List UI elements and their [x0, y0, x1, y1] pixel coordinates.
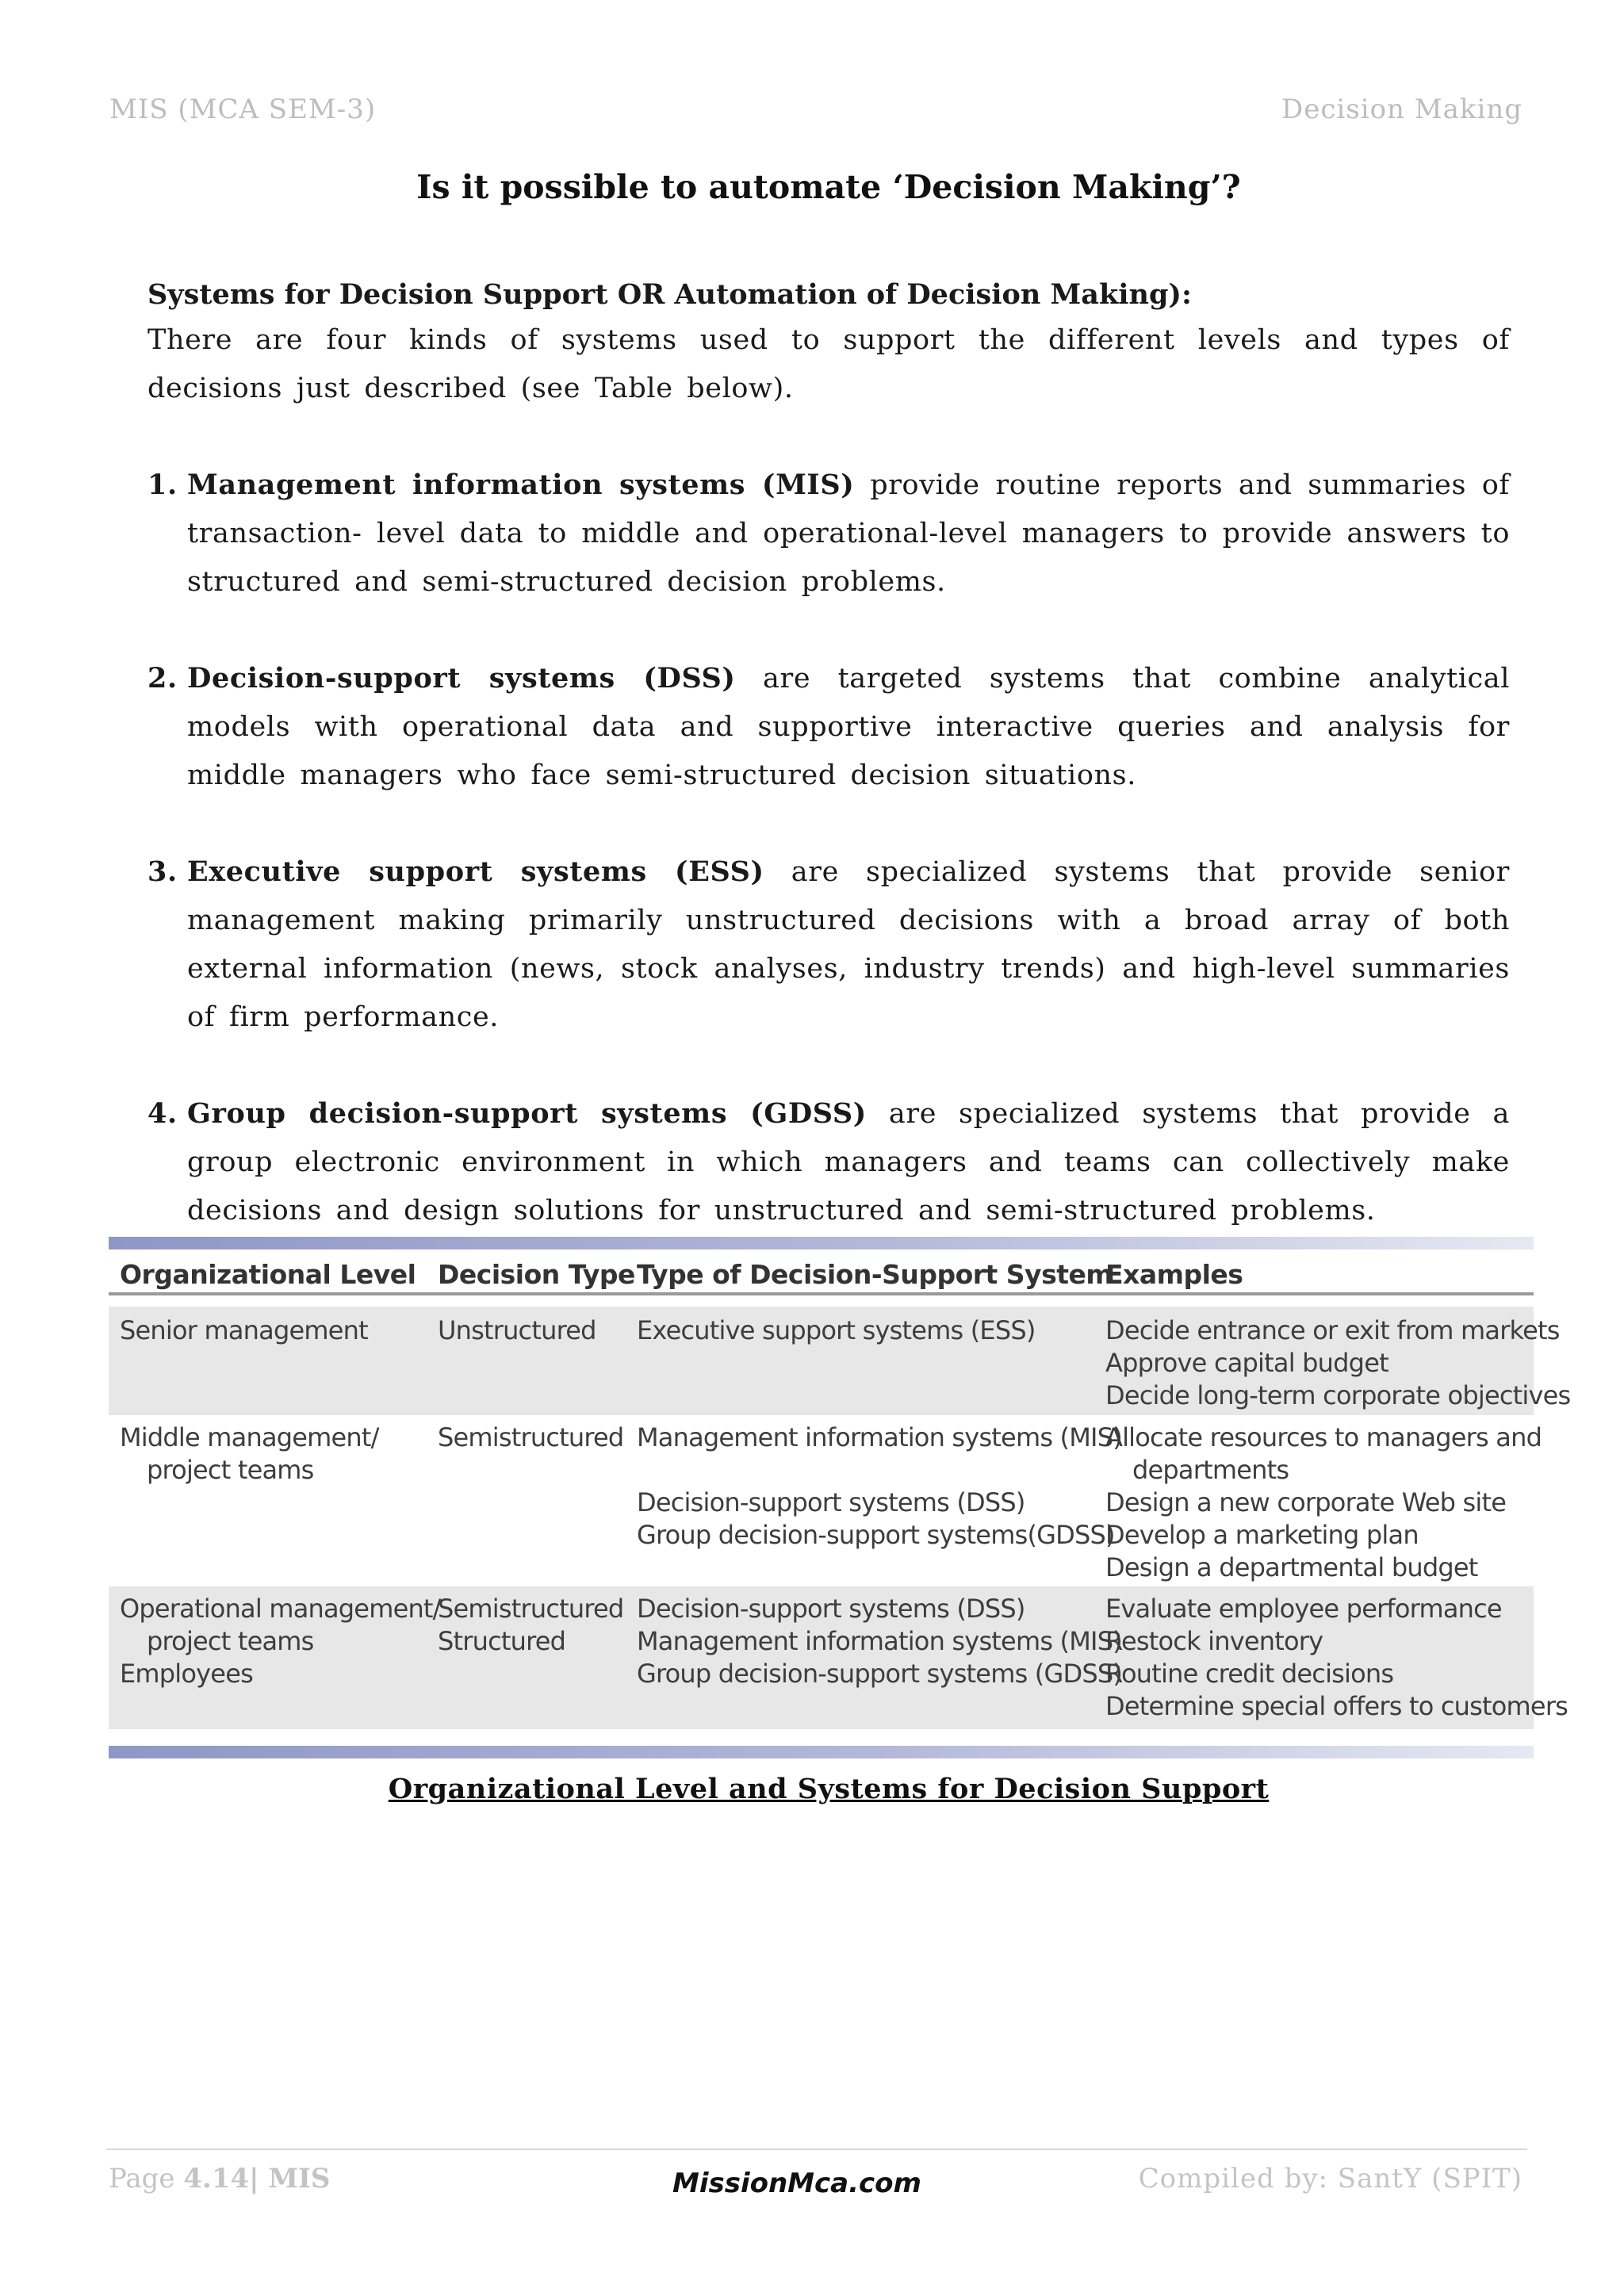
column-header-level: Organizational Level: [120, 1259, 416, 1290]
footer-divider: [106, 2149, 1527, 2150]
cell-decision-type: Semistructured: [438, 1422, 624, 1452]
cell-system: Executive support systems (ESS): [637, 1315, 1036, 1345]
item-text: provide routine reports and summaries of transaction- level data to middle and operational-level managers to provide answers to structured and semi-structured decision problems.: [187, 469, 1510, 598]
list-item: [147, 654, 1510, 800]
item-text: are targeted systems that combine analytical models with operational data and supportive interactive queries and analysis for middle managers who face semi-structured decision situations.: [187, 663, 1510, 791]
item-number: 1.: [147, 469, 178, 501]
cell-system: Management information systems (MIS) Decision-support systems (DSS) Group decision-support systems(GDSS): [637, 1422, 1122, 1550]
running-header-left: MIS (MCA SEM-3): [109, 94, 377, 125]
list-item: [147, 461, 1510, 607]
page-title: Is it possible to automate ‘Decision Making’?: [416, 168, 1241, 206]
item-text: are specialized systems that provide senior management making primarily unstructured decisions with a broad array of both external information (news, stock analyses, industry trends) and high-level summaries of firm performance.: [187, 856, 1510, 1033]
item-number: 4.: [147, 1097, 178, 1130]
cell-decision-type: Unstructured: [438, 1315, 596, 1345]
column-header-system: Type of Decision-Support System: [637, 1259, 1113, 1290]
column-header-examples: Examples: [1105, 1259, 1243, 1290]
cell-examples: Allocate resources to managers and departments Design a new corporate Web site Develop a marketing plan Design a departmental budget: [1105, 1422, 1542, 1582]
column-header-decision-type: Decision Type: [438, 1259, 635, 1290]
table-row: [109, 1586, 1568, 1729]
list-item: [147, 1089, 1510, 1235]
item-text: are specialized systems that provide a group electronic environment in which managers and teams can collectively make decisions and design solutions for unstructured and semi-structured problems.: [187, 1098, 1510, 1226]
table-top-band: [109, 1237, 1534, 1249]
cell-level: Operational management/ project teams Employees: [120, 1594, 441, 1689]
cell-level: Middle management/ project teams: [120, 1422, 379, 1485]
table-row: [109, 1415, 1542, 1586]
body-content: [147, 274, 1510, 1235]
section-subheading: Systems for Decision Support OR Automation of Decision Making):: [147, 278, 1192, 311]
cell-examples: Evaluate employee performance Restock inventory Routine credit decisions Determine special offers to customers: [1105, 1594, 1568, 1721]
footer-page-number: Page 4.14| MIS: [109, 2163, 331, 2195]
item-term: Decision-support systems (DSS): [187, 662, 736, 695]
table-caption: Organizational Level and Systems for Decision Support: [388, 1773, 1270, 1805]
intro-paragraph: There are four kinds of systems used to support the different levels and types of decisions just described (see Table below).: [147, 324, 1510, 404]
cell-examples: Decide entrance or exit from markets Approve capital budget Decide long-term corporate objectives: [1105, 1315, 1571, 1410]
cell-decision-type: Semistructured Structured: [438, 1594, 624, 1656]
decision-support-table: [109, 1237, 1571, 1758]
list-item: [147, 848, 1510, 1042]
item-term: Management information systems (MIS): [187, 469, 855, 501]
footer-credit: Compiled by: SantY (SPIT): [1138, 2163, 1522, 2195]
cell-level: Senior management: [120, 1315, 368, 1345]
running-header-right: Decision Making: [1281, 94, 1522, 125]
footer-logo: MissionMca.com: [672, 2168, 921, 2199]
table-bottom-band: [109, 1746, 1534, 1758]
cell-system: Decision-support systems (DSS) Management information systems (MIS) Group decision-support systems (GDSS): [637, 1594, 1123, 1689]
item-number: 2.: [147, 662, 178, 695]
item-number: 3.: [147, 855, 178, 888]
table-row: [109, 1307, 1571, 1415]
item-term: Group decision-support systems (GDSS): [187, 1097, 867, 1130]
table-header-row: [109, 1253, 1534, 1295]
item-term: Executive support systems (ESS): [187, 855, 764, 888]
